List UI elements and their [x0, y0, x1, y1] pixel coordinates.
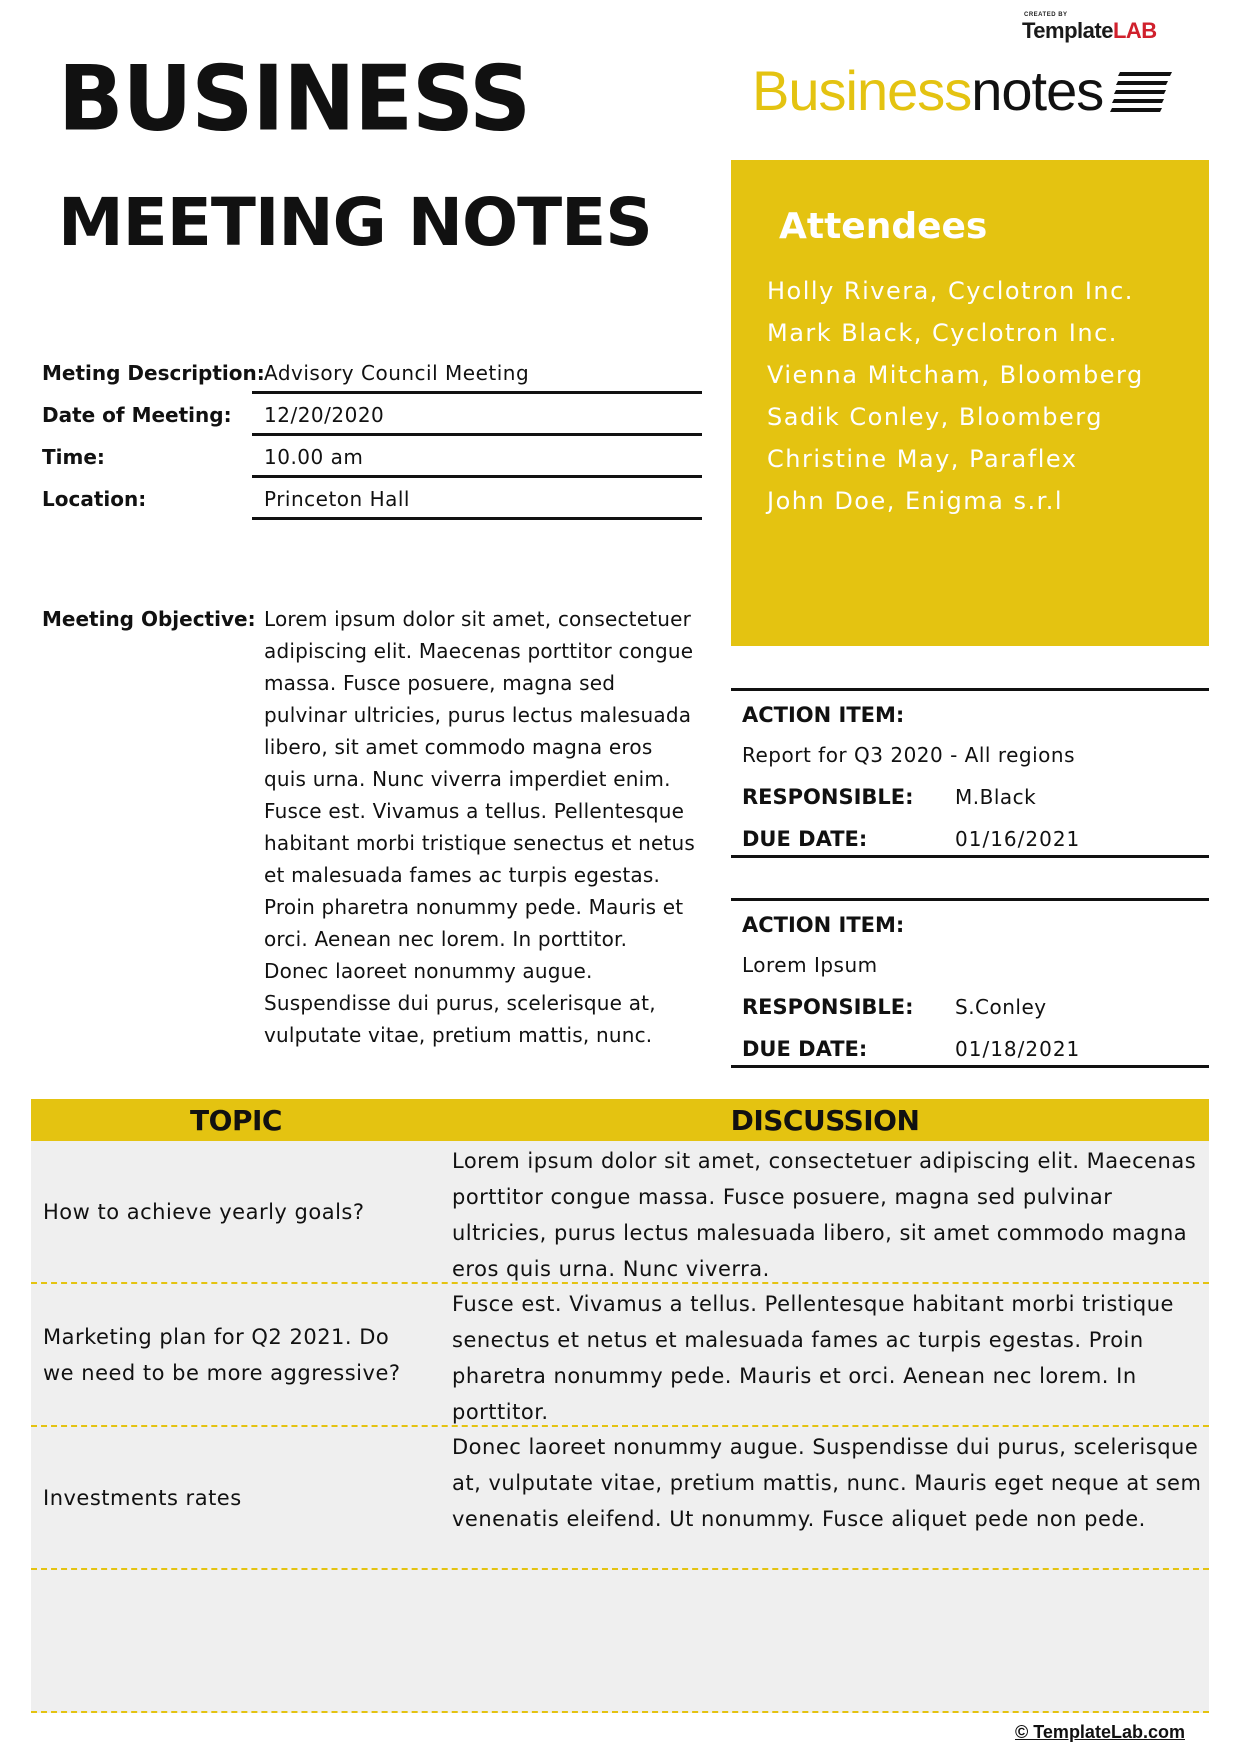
table-row	[31, 1141, 1209, 1284]
responsible-label: RESPONSIBLE:	[742, 995, 914, 1019]
action-item-heading: ACTION ITEM:	[742, 703, 905, 727]
topics-table	[31, 1099, 1209, 1713]
meeting-time-row	[42, 436, 702, 478]
due-date-label: DUE DATE:	[742, 1037, 868, 1061]
meeting-date-row	[42, 394, 702, 436]
due-date-label: DUE DATE:	[742, 827, 868, 851]
page-title-line1: BUSINESS	[58, 46, 531, 152]
attendee-item: Vienna Mitcham, Bloomberg	[767, 361, 1144, 389]
table-header	[31, 1099, 1209, 1141]
discussion-column-header: DISCUSSION	[730, 1104, 920, 1137]
meeting-location-row	[42, 478, 702, 520]
action-item-card	[731, 688, 1209, 858]
brand-notes-text: notes	[971, 59, 1104, 122]
logo-template-text: Template	[1022, 18, 1113, 43]
brand-business-text: Business	[752, 59, 972, 122]
action-item-description[interactable]: Lorem Ipsum	[742, 953, 878, 977]
attendee-item: Holly Rivera, Cyclotron Inc.	[767, 277, 1134, 305]
attendees-title: Attendees	[779, 206, 988, 247]
meeting-description-field[interactable]: Advisory Council Meeting	[252, 352, 702, 394]
meeting-location-label: Location:	[42, 487, 147, 511]
meeting-description-row	[42, 352, 702, 394]
templatelab-logo	[1022, 12, 1172, 46]
created-by-label: CREATED BY	[1024, 12, 1068, 18]
discussion-cell[interactable]: Fusce est. Vivamus a tellus. Pellentesque habitant morbi tristique senectus et netus et malesuada fames ac turpis egestas. Proin pharetra nonummy pede. Mauris et orci. Aenean nec lorem. In porttitor.	[452, 1292, 1174, 1424]
discussion-cell[interactable]: Donec laoreet nonummy augue. Suspendisse dui purus, scelerisque at, vulputate vitae, pretium mattis, nunc. Mauris eget neque at sem venenatis eleifend. Ut nonummy. Fusce aliquet pede non pede.	[452, 1435, 1202, 1531]
logo-lab-text: LAB	[1112, 18, 1157, 43]
attendee-item: Sadik Conley, Bloomberg	[767, 403, 1103, 431]
attendee-item: Christine May, Paraflex	[767, 445, 1078, 473]
attendees-panel	[731, 160, 1209, 646]
meeting-time-field[interactable]: 10.00 am	[252, 436, 702, 478]
meeting-objective-label: Meeting Objective:	[42, 607, 256, 631]
meeting-objective-text[interactable]: Lorem ipsum dolor sit amet, consectetuer adipiscing elit. Maecenas porttitor congue massa. Fusce posuere, magna sed pulvinar ultricies, purus lectus malesuada libero, sit amet commodo magna eros quis urna. Nunc viverra imperdiet enim. Fusce est. Vivamus a tellus. Pellentesque habitant morbi tristique senectus et netus et malesuada fames ac turpis egestas. Proin pharetra nonummy pede. Mauris et orci. Aenean nec lorem. In porttitor. Donec laoreet nonummy augue. Suspendisse dui purus, scelerisque at, vulputate vitae, pretium mattis, nunc.	[264, 607, 695, 1047]
attendees-list	[767, 270, 1144, 522]
responsible-value[interactable]: M.Black	[955, 785, 1037, 809]
businessnotes-logo	[752, 60, 1172, 122]
topic-cell[interactable]	[43, 1570, 423, 1711]
due-date-value[interactable]: 01/16/2021	[955, 827, 1081, 851]
topic-cell[interactable]: Investments rates	[43, 1485, 242, 1510]
table-row	[31, 1284, 1209, 1427]
table-row	[31, 1570, 1209, 1713]
attendee-item: Mark Black, Cyclotron Inc.	[767, 319, 1118, 347]
discussion-cell[interactable]: Lorem ipsum dolor sit amet, consectetuer adipiscing elit. Maecenas porttitor congue massa. Fusce posuere, magna sed pulvinar ultricies, purus lectus malesuada libero, sit amet commodo magna eros quis urna. Nunc viverra.	[452, 1149, 1197, 1281]
action-item-card	[731, 898, 1209, 1068]
action-item-description[interactable]: Report for Q3 2020 - All regions	[742, 743, 1075, 767]
footer-copyright-link[interactable]: © TemplateLab.com	[1015, 1722, 1185, 1742]
due-date-value[interactable]: 01/18/2021	[955, 1037, 1081, 1061]
topic-cell[interactable]: Marketing plan for Q2 2021. Do we need to be more aggressive?	[43, 1324, 401, 1385]
responsible-value[interactable]: S.Conley	[955, 995, 1047, 1019]
action-item-heading: ACTION ITEM:	[742, 913, 905, 937]
topic-cell[interactable]: How to achieve yearly goals?	[43, 1199, 365, 1224]
topic-column-header: TOPIC	[190, 1104, 282, 1137]
attendee-item: John Doe, Enigma s.r.l	[767, 487, 1064, 515]
speed-lines-icon	[1110, 72, 1172, 112]
responsible-label: RESPONSIBLE:	[742, 785, 914, 809]
meeting-location-field[interactable]: Princeton Hall	[252, 478, 702, 520]
page-title-line2: MEETING NOTES	[58, 184, 652, 261]
meeting-description-label: Meting Description:	[42, 361, 265, 385]
table-row	[31, 1427, 1209, 1570]
meeting-time-label: Time:	[42, 445, 105, 469]
meeting-date-label: Date of Meeting:	[42, 403, 232, 427]
meeting-date-field[interactable]: 12/20/2020	[252, 394, 702, 436]
